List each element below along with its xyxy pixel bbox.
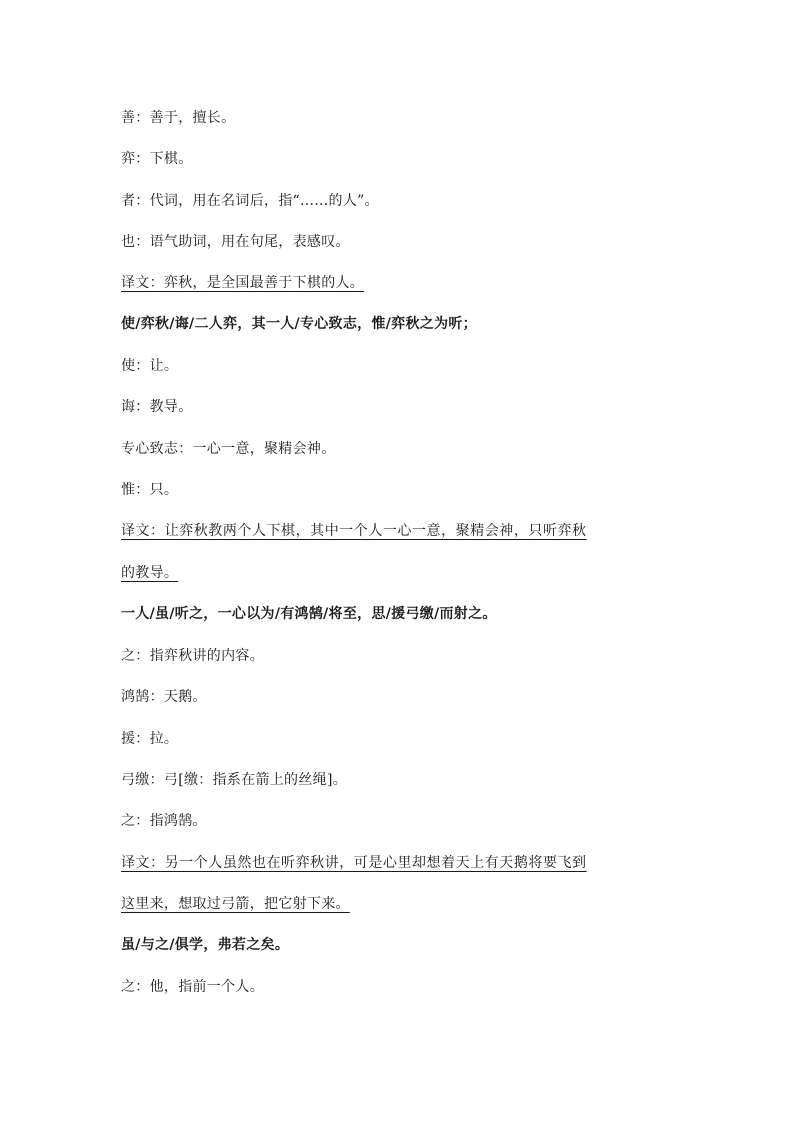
note-wei: 惟：只。 (121, 482, 179, 498)
original-sentence-1: 使/弈秋/诲/二人弈，其一人/专心致志，惟/弈秋之为听； (121, 316, 477, 332)
note-zhi-1: 之：指弈秋讲的内容。 (121, 648, 264, 664)
note-gongzhuo: 弓缴：弓[缴：指系在箭上的丝绳]。 (121, 772, 348, 788)
note-ye: 也：语气助词，用在句尾，表感叹。 (121, 234, 350, 250)
note-zhi-2: 之：指鸿鹄。 (121, 813, 207, 829)
note-honghu: 鸿鹄：天鹅。 (121, 689, 207, 705)
translation-2-line-1: 译文：让弈秋教两个人下棋，其中一个人一心一意，聚精会神，只听弈秋 (121, 523, 587, 539)
translation-3-line-1: 译文：另一个人虽然也在听弈秋讲，可是心里却想着天上有天鹅将要飞到 (121, 855, 587, 871)
original-sentence-2: 一人/虽/听之，一心以为/有鸿鹄/将至，思/援弓缴/而射之。 (121, 606, 497, 622)
note-zhi-3: 之：他，指前一个人。 (121, 979, 264, 995)
translation-2-line-2: 的教导。 (121, 565, 179, 581)
note-shan: 善：善于，擅长。 (121, 110, 236, 126)
note-yuan: 援：拉。 (121, 731, 179, 747)
note-shi: 使：让。 (121, 358, 179, 374)
translation-1: 译文：弈秋，是全国最善于下棋的人。 (121, 275, 365, 291)
note-zhuanxinzhizhi: 专心致志：一心一意，聚精会神。 (121, 441, 336, 457)
original-sentence-3: 虽/与之/俱学，弗若之矣。 (121, 937, 290, 953)
note-hui: 诲：教导。 (121, 399, 193, 415)
translation-3-line-2: 这里来，想取过弓箭，把它射下来。 (121, 896, 350, 912)
note-zhe: 者：代词，用在名词后，指“......的人”。 (121, 193, 379, 209)
note-yi: 弈：下棋。 (121, 151, 193, 167)
